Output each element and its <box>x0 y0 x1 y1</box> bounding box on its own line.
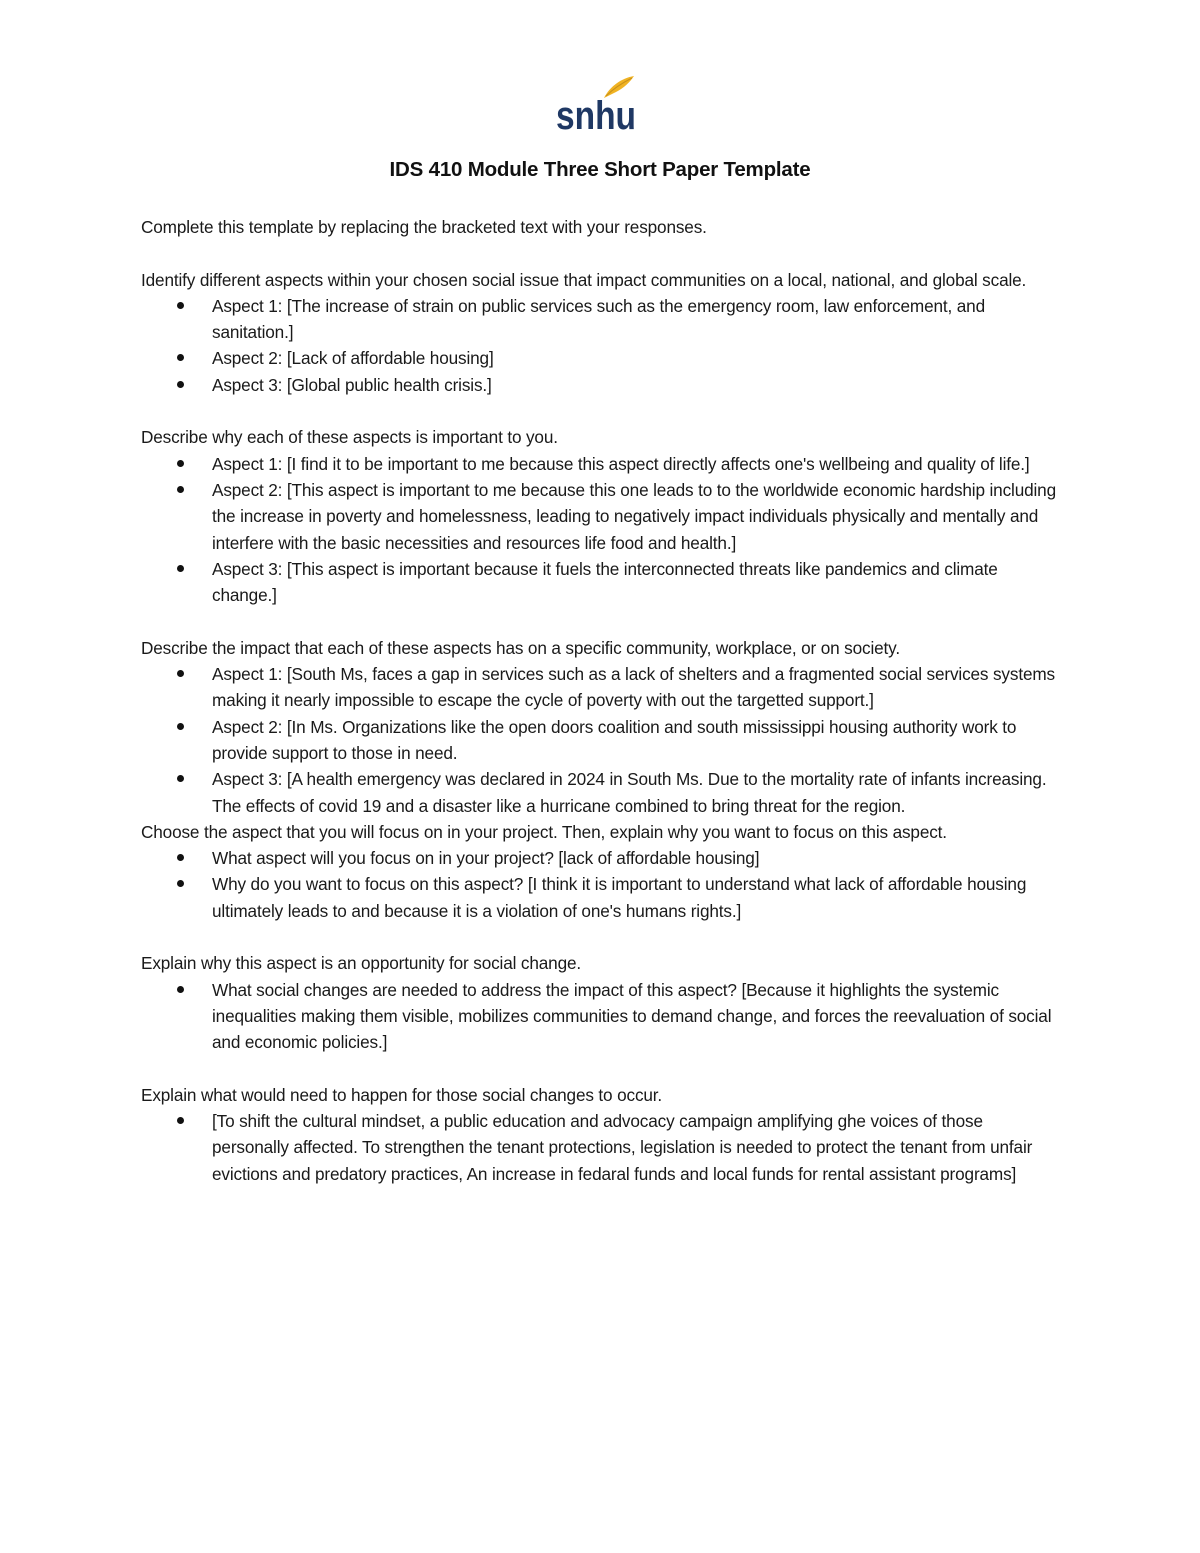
list-item: Aspect 1: [South Ms, faces a gap in services such as a lack of shelters and a fragmented social services systems making it nearly impossible to escape the cycle of poverty with out the targetted support.] <box>141 661 1061 714</box>
intro-text: Complete this template by replacing the bracketed text with your responses. <box>141 217 707 237</box>
snhu-logo <box>554 72 640 138</box>
bullet-list <box>141 451 1061 609</box>
logo-text: snhu <box>556 94 636 138</box>
section-prompt: Explain what would need to happen for those social changes to occur. <box>141 1084 663 1105</box>
list-item: Aspect 2: [In Ms. Organizations like the open doors coalition and south mississippi housing authority work to provide support to those in need. <box>141 714 1061 767</box>
list-item: Aspect 3: [This aspect is important because it fuels the interconnected threats like pandemics and climate change.] <box>141 556 1061 609</box>
list-item: What social changes are needed to address the impact of this aspect? [Because it highlights the systemic inequalities making them visible, mobilizes communities to demand change, and forces the reevaluation of social and economic policies.] <box>141 977 1061 1056</box>
list-item: Aspect 2: [Lack of affordable housing] <box>141 345 1061 371</box>
list-item: Aspect 3: [Global public health crisis.] <box>141 372 1061 398</box>
list-item: Why do you want to focus on this aspect? [I think it is important to understand what lack of affordable housing ultimately leads to and because it is a violation of one's humans rights.] <box>141 871 1061 924</box>
bullet-list <box>141 977 1061 1056</box>
section-prompt: Identify different aspects within your chosen social issue that impact communities on a local, national, and global scale. <box>141 269 1027 290</box>
section-prompt: Explain why this aspect is an opportunity for social change. <box>141 953 582 974</box>
list-item: What aspect will you focus on in your project? [lack of affordable housing] <box>141 845 1061 871</box>
feather-icon <box>554 72 640 138</box>
list-item: Aspect 3: [A health emergency was declared in 2024 in South Ms. Due to the mortality rate of infants increasing. The effects of covid 19 and a disaster like a hurricane combined to bring threat for the region. <box>141 766 1061 819</box>
bullet-list <box>141 1108 1061 1187</box>
list-item: Aspect 2: [This aspect is important to me because this one leads to to the worldwide economic hardship including the increase in poverty and homelessness, leading to negatively impact individuals physically and mentally and interfere with the basic necessities and resources life food and health.] <box>141 477 1061 556</box>
section-prompt: Describe why each of these aspects is important to you. <box>141 427 558 448</box>
list-item: Aspect 1: [The increase of strain on public services such as the emergency room, law enforcement, and sanitation.] <box>141 293 1061 346</box>
document-title: IDS 410 Module Three Short Paper Template <box>389 158 811 181</box>
bullet-list <box>141 845 1061 924</box>
section-prompt: Describe the impact that each of these aspects has on a specific community, workplace, or on society. <box>141 637 900 658</box>
list-item: [To shift the cultural mindset, a public education and advocacy campaign amplifying ghe voices of those personally affected. To strengthen the tenant protections, legislation is needed to protect the tenant from unfair evictions and predatory practices, An increase in fedaral funds and local funds for rental assistant programs] <box>141 1108 1061 1187</box>
bullet-list <box>141 293 1061 398</box>
section-prompt: Choose the aspect that you will focus on in your project. Then, explain why you want to focus on this aspect. <box>141 821 947 842</box>
bullet-list <box>141 661 1061 819</box>
document-body <box>141 214 1061 1187</box>
list-item: Aspect 1: [I find it to be important to me because this aspect directly affects one's wellbeing and quality of life.] <box>141 451 1061 477</box>
